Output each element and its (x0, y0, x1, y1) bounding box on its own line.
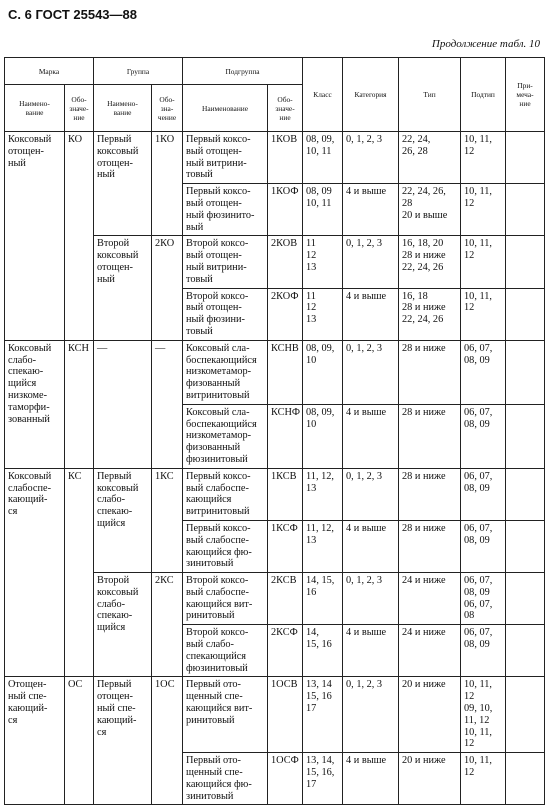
klass-cell: 13, 14, 15, 16, 17 (303, 753, 343, 805)
podtip-cell: 10, 11, 12 (461, 236, 506, 288)
kategoriya-cell: 4 и выше (343, 625, 399, 677)
tip-cell: 16, 18, 20 28 и ниже 22, 24, 26 (399, 236, 461, 288)
note-cell (506, 404, 545, 468)
tip-cell: 22, 24, 26, 28 20 и выше (399, 184, 461, 236)
podtip-cell: 10, 11, 12 (461, 184, 506, 236)
klass-cell: 08, 09, 10 (303, 404, 343, 468)
klass-cell: 14, 15, 16 (303, 573, 343, 625)
podtip-cell: 06, 07, 08, 09 06, 07, 08 (461, 573, 506, 625)
klass-cell: 08, 09, 10, 11 (303, 132, 343, 184)
table-row (5, 132, 545, 184)
col-marka-code: Обо- значе- ние (65, 85, 94, 132)
tip-cell: 16, 18 28 и ниже 22, 24, 26 (399, 288, 461, 340)
podtip-cell: 06, 07, 08, 09 (461, 340, 506, 404)
subgroup-name: Первый коксо- вый отощен- ный витрини- товый (183, 132, 268, 184)
table-row (5, 677, 545, 753)
tip-cell: 28 и ниже (399, 404, 461, 468)
tip-cell: 20 и ниже (399, 677, 461, 753)
podtip-cell: 06, 07, 08, 09 (461, 520, 506, 572)
note-cell (506, 573, 545, 625)
podtip-cell: 10, 11, 12 09, 10, 11, 12 10, 11, 12 (461, 677, 506, 753)
coal-classification-table (4, 57, 545, 805)
group-name: Первый коксовый отощен- ный (94, 132, 152, 236)
col-podgruppa-name: Наименование (183, 85, 268, 132)
klass-cell: 08, 09 10, 11 (303, 184, 343, 236)
subgroup-code: 1ОСВ (268, 677, 303, 753)
subgroup-name: Первый ото- щенный спе- кающийся вит- ринитовый (183, 677, 268, 753)
group-code: 2КО (152, 236, 183, 340)
mark-code: ОС (65, 677, 94, 805)
klass-cell: 11 12 13 (303, 288, 343, 340)
subgroup-name: Второй коксо- вый слабо- спекающийся фюзинитовый (183, 625, 268, 677)
group-name: — (94, 340, 152, 468)
col-podgruppa: Подгруппа (183, 58, 303, 85)
table-continuation-caption: Продолжение табл. 10 (431, 38, 540, 50)
kategoriya-cell: 0, 1, 2, 3 (343, 573, 399, 625)
subgroup-code: 1КОФ (268, 184, 303, 236)
podtip-cell: 06, 07, 08, 09 (461, 625, 506, 677)
group-name: Первый коксовый слабо- спекаю- щийся (94, 468, 152, 572)
group-code: 1КС (152, 468, 183, 572)
subgroup-code: 1КСФ (268, 520, 303, 572)
mark-code: КСН (65, 340, 94, 468)
note-cell (506, 753, 545, 805)
podtip-cell: 10, 11, 12 (461, 288, 506, 340)
subgroup-name: Первый ото- щенный спе- кающийся фю- зинитовый (183, 753, 268, 805)
kategoriya-cell: 0, 1, 2, 3 (343, 236, 399, 288)
note-cell (506, 132, 545, 184)
page-header: С. 6 ГОСТ 25543—88 (8, 7, 137, 22)
col-gruppa-name: Наимено- вание (94, 85, 152, 132)
table-header (5, 58, 545, 132)
kategoriya-cell: 0, 1, 2, 3 (343, 340, 399, 404)
kategoriya-cell: 0, 1, 2, 3 (343, 677, 399, 753)
klass-cell: 11 12 13 (303, 236, 343, 288)
subgroup-code: 1ОСФ (268, 753, 303, 805)
tip-cell: 20 и ниже (399, 753, 461, 805)
tip-cell: 24 и ниже (399, 625, 461, 677)
mark-code: КО (65, 132, 94, 341)
mark-name: Коксовый слабоспе- кающий- ся (5, 468, 65, 677)
note-cell (506, 236, 545, 288)
subgroup-code: 2КСФ (268, 625, 303, 677)
podtip-cell: 06, 07, 08, 09 (461, 468, 506, 520)
kategoriya-cell: 4 и выше (343, 520, 399, 572)
kategoriya-cell: 4 и выше (343, 184, 399, 236)
klass-cell: 11, 12, 13 (303, 520, 343, 572)
klass-cell: 13, 14 15, 16 17 (303, 677, 343, 753)
table-row (5, 468, 545, 520)
col-marka-name: Наимено- вание (5, 85, 65, 132)
col-primechanie: При- меча- ние (506, 58, 545, 132)
mark-code: КС (65, 468, 94, 677)
group-code: 1ОС (152, 677, 183, 805)
col-tip: Тип (399, 58, 461, 132)
table-body (5, 132, 545, 805)
col-kategoriya: Категория (343, 58, 399, 132)
klass-cell: 08, 09, 10 (303, 340, 343, 404)
subgroup-name: Первый коксо- вый слабоспе- кающийся фю- зинитовый (183, 520, 268, 572)
tip-cell: 22, 24, 26, 28 (399, 132, 461, 184)
klass-cell: 11, 12, 13 (303, 468, 343, 520)
note-cell (506, 340, 545, 404)
tip-cell: 28 и ниже (399, 468, 461, 520)
mark-name: Коксовый отощен- ный (5, 132, 65, 341)
col-podgruppa-code: Обо- значе- ние (268, 85, 303, 132)
podtip-cell: 10, 11, 12 (461, 132, 506, 184)
table-row (5, 340, 545, 404)
kategoriya-cell: 0, 1, 2, 3 (343, 468, 399, 520)
subgroup-code: 2КСВ (268, 573, 303, 625)
klass-cell: 14, 15, 16 (303, 625, 343, 677)
subgroup-name: Второй коксо- вый слабоспе- кающийся вит- ринитовый (183, 573, 268, 625)
podtip-cell: 10, 11, 12 (461, 753, 506, 805)
note-cell (506, 184, 545, 236)
note-cell (506, 677, 545, 753)
col-gruppa-code: Обо- зна- чение (152, 85, 183, 132)
group-code: 2КС (152, 573, 183, 677)
kategoriya-cell: 4 и выше (343, 288, 399, 340)
kategoriya-cell: 4 и выше (343, 753, 399, 805)
note-cell (506, 520, 545, 572)
kategoriya-cell: 4 и выше (343, 404, 399, 468)
subgroup-name: Второй коксо- вый отощен- ный фюзини- товый (183, 288, 268, 340)
col-klass: Класс (303, 58, 343, 132)
header-row-1 (5, 58, 545, 85)
mark-name: Коксовый слабо- спекаю- щийся низкоме- таморфи- зованный (5, 340, 65, 468)
subgroup-name: Первый коксо- вый слабоспе- кающийся витринитовый (183, 468, 268, 520)
kategoriya-cell: 0, 1, 2, 3 (343, 132, 399, 184)
subgroup-name: Коксовый сла- боспекающийся низкометамор- физованный фюзинитовый (183, 404, 268, 468)
group-name: Второй коксовый слабо- спекаю- щийся (94, 573, 152, 677)
note-cell (506, 288, 545, 340)
subgroup-code: 2КОВ (268, 236, 303, 288)
group-name: Второй коксовый отощен- ный (94, 236, 152, 340)
subgroup-name: Второй коксо- вый отощен- ный витрини- товый (183, 236, 268, 288)
group-code: — (152, 340, 183, 468)
subgroup-name: Первый коксо- вый отощен- ный фюзинито- вый (183, 184, 268, 236)
subgroup-code: КСНФ (268, 404, 303, 468)
group-code: 1КО (152, 132, 183, 236)
subgroup-code: 2КОФ (268, 288, 303, 340)
tip-cell: 28 и ниже (399, 340, 461, 404)
col-gruppa: Группа (94, 58, 183, 85)
tip-cell: 24 и ниже (399, 573, 461, 625)
podtip-cell: 06, 07, 08, 09 (461, 404, 506, 468)
mark-name: Отощен- ный спе- кающий- ся (5, 677, 65, 805)
group-name: Первый отощен- ный спе- кающий- ся (94, 677, 152, 805)
subgroup-code: 1КОВ (268, 132, 303, 184)
subgroup-code: 1КСВ (268, 468, 303, 520)
col-marka: Марка (5, 58, 94, 85)
note-cell (506, 625, 545, 677)
subgroup-name: Коксовый сла- боспекающийся низкометамор- физованный витринитовый (183, 340, 268, 404)
note-cell (506, 468, 545, 520)
tip-cell: 28 и ниже (399, 520, 461, 572)
subgroup-code: КСНВ (268, 340, 303, 404)
col-podtip: Подтип (461, 58, 506, 132)
